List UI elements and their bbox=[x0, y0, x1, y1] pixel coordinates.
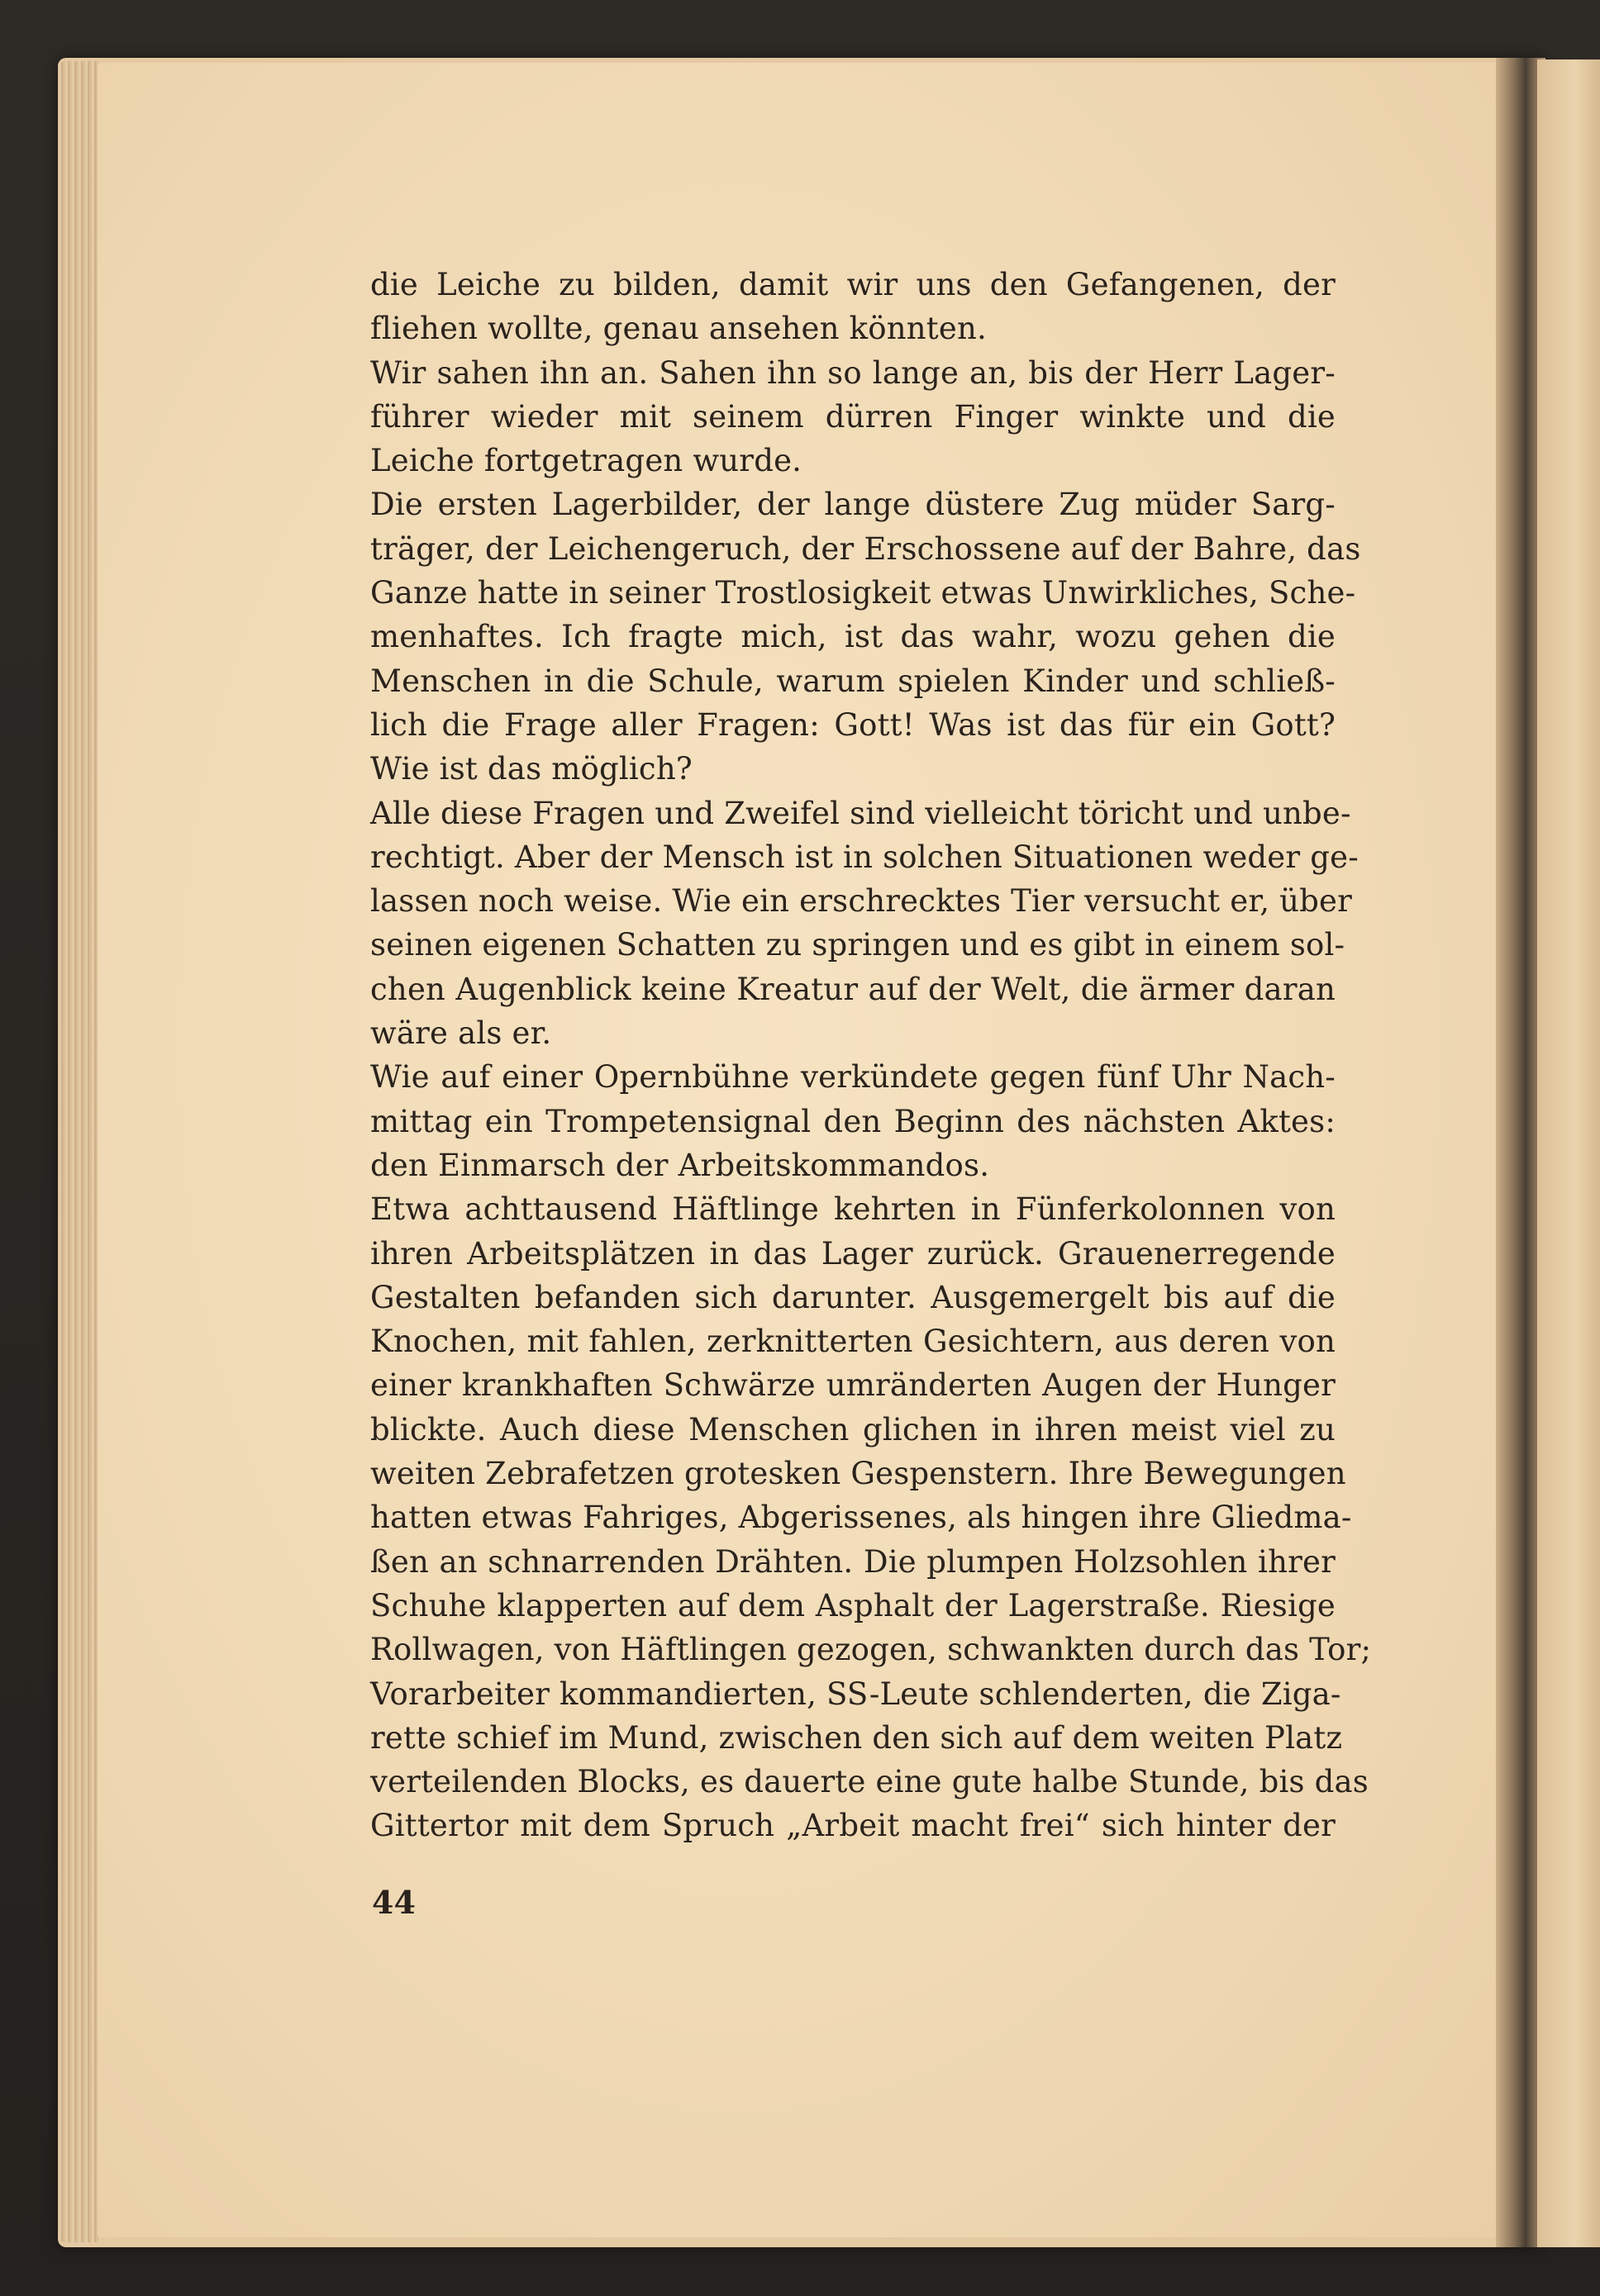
text-line: Wie auf einer Opernbühne verkündete gegen fünf Uhr Nach- bbox=[370, 1059, 1336, 1096]
text-line: hatten etwas Fahriges, Abgerissenes, als hingen ihre Gliedma- bbox=[370, 1500, 1352, 1536]
text-line: Knochen, mit fahlen, zerknitterten Gesichtern, aus deren von bbox=[370, 1324, 1336, 1360]
text-line: menhaftes. Ich fragte mich, ist das wahr, wozu gehen die bbox=[370, 619, 1336, 655]
text-line: lassen noch weise. Wie ein erschrecktes Tier versucht er, über bbox=[370, 883, 1353, 920]
page-edges bbox=[58, 61, 101, 2242]
page-number: 44 bbox=[372, 1884, 416, 1921]
facing-page-edge bbox=[1537, 59, 1600, 2247]
text-line: Gittertor mit dem Spruch „Arbeit macht frei“ sich hinter der bbox=[370, 1808, 1336, 1844]
text-line: chen Augenblick keine Kreatur auf der Welt, die ärmer daran bbox=[370, 971, 1336, 1007]
text-line: Menschen in die Schule, warum spielen Kinder und schließ- bbox=[370, 663, 1336, 699]
text-line: Etwa achttausend Häftlinge kehrten in Fünferkolonnen von bbox=[370, 1191, 1336, 1228]
text-line: ßen an schnarrenden Drähten. Die plumpen Holzsohlen ihrer bbox=[370, 1543, 1336, 1580]
text-line: lich die Frage aller Fragen: Gott! Was ist das für ein Gott? bbox=[370, 706, 1336, 743]
text-line: Alle diese Fragen und Zweifel sind vielleicht töricht und unbe- bbox=[370, 795, 1351, 831]
text-line: fliehen wollte, genau ansehen könnten. bbox=[370, 311, 987, 347]
text-line: rechtigt. Aber der Mensch ist in solchen Situationen weder ge- bbox=[370, 839, 1359, 875]
text-line: Ganze hatte in seiner Trostlosigkeit etwas Unwirkliches, Sche- bbox=[370, 575, 1356, 611]
text-line: blickte. Auch diese Menschen glichen in ihren meist viel zu bbox=[370, 1411, 1336, 1447]
text-line: seinen eigenen Schatten zu springen und es gibt in einem sol- bbox=[370, 927, 1345, 963]
text-line: Schuhe klapperten auf dem Asphalt der Lagerstraße. Riesige bbox=[370, 1587, 1336, 1623]
text-line: Rollwagen, von Häftlingen gezogen, schwankten durch das Tor; bbox=[370, 1632, 1372, 1668]
text-line: verteilenden Blocks, es dauerte eine gute halbe Stunde, bis das bbox=[370, 1764, 1369, 1800]
text-line: Die ersten Lagerbilder, der lange düstere Zug müder Sarg- bbox=[370, 487, 1336, 523]
body-text bbox=[370, 263, 1372, 1848]
text-line: rette schief im Mund, zwischen den sich auf dem weiten Platz bbox=[370, 1719, 1343, 1756]
text-line: Vorarbeiter kommandierten, SS-Leute schlenderten, die Ziga- bbox=[370, 1676, 1341, 1712]
text-line: Gestalten befanden sich darunter. Ausgemergelt bis auf die bbox=[370, 1279, 1336, 1315]
text-line: führer wieder mit seinem dürren Finger winkte und die bbox=[370, 398, 1336, 435]
text-line: Leiche fortgetragen wurde. bbox=[370, 443, 802, 479]
text-line: die Leiche zu bilden, damit wir uns den Gefangenen, der bbox=[370, 267, 1336, 302]
text-line: mittag ein Trompetensignal den Beginn des nächsten Aktes: bbox=[370, 1103, 1336, 1139]
text-line: den Einmarsch der Arbeitskommandos. bbox=[370, 1147, 990, 1183]
text-line: wäre als er. bbox=[370, 1015, 552, 1052]
text-line: einer krankhaften Schwärze umränderten Augen der Hunger bbox=[370, 1367, 1336, 1404]
text-line: Wie ist das möglich? bbox=[370, 751, 693, 787]
text-line: träger, der Leichengeruch, der Erschossene auf der Bahre, das bbox=[370, 530, 1361, 567]
text-line: weiten Zebrafetzen grotesken Gespenstern. Ihre Bewegungen bbox=[370, 1456, 1346, 1492]
text-line: ihren Arbeitsplätzen in das Lager zurück. Grauenerregende bbox=[370, 1235, 1336, 1272]
text-line: Wir sahen ihn an. Sahen ihn so lange an, bis der Herr Lager- bbox=[370, 354, 1336, 391]
